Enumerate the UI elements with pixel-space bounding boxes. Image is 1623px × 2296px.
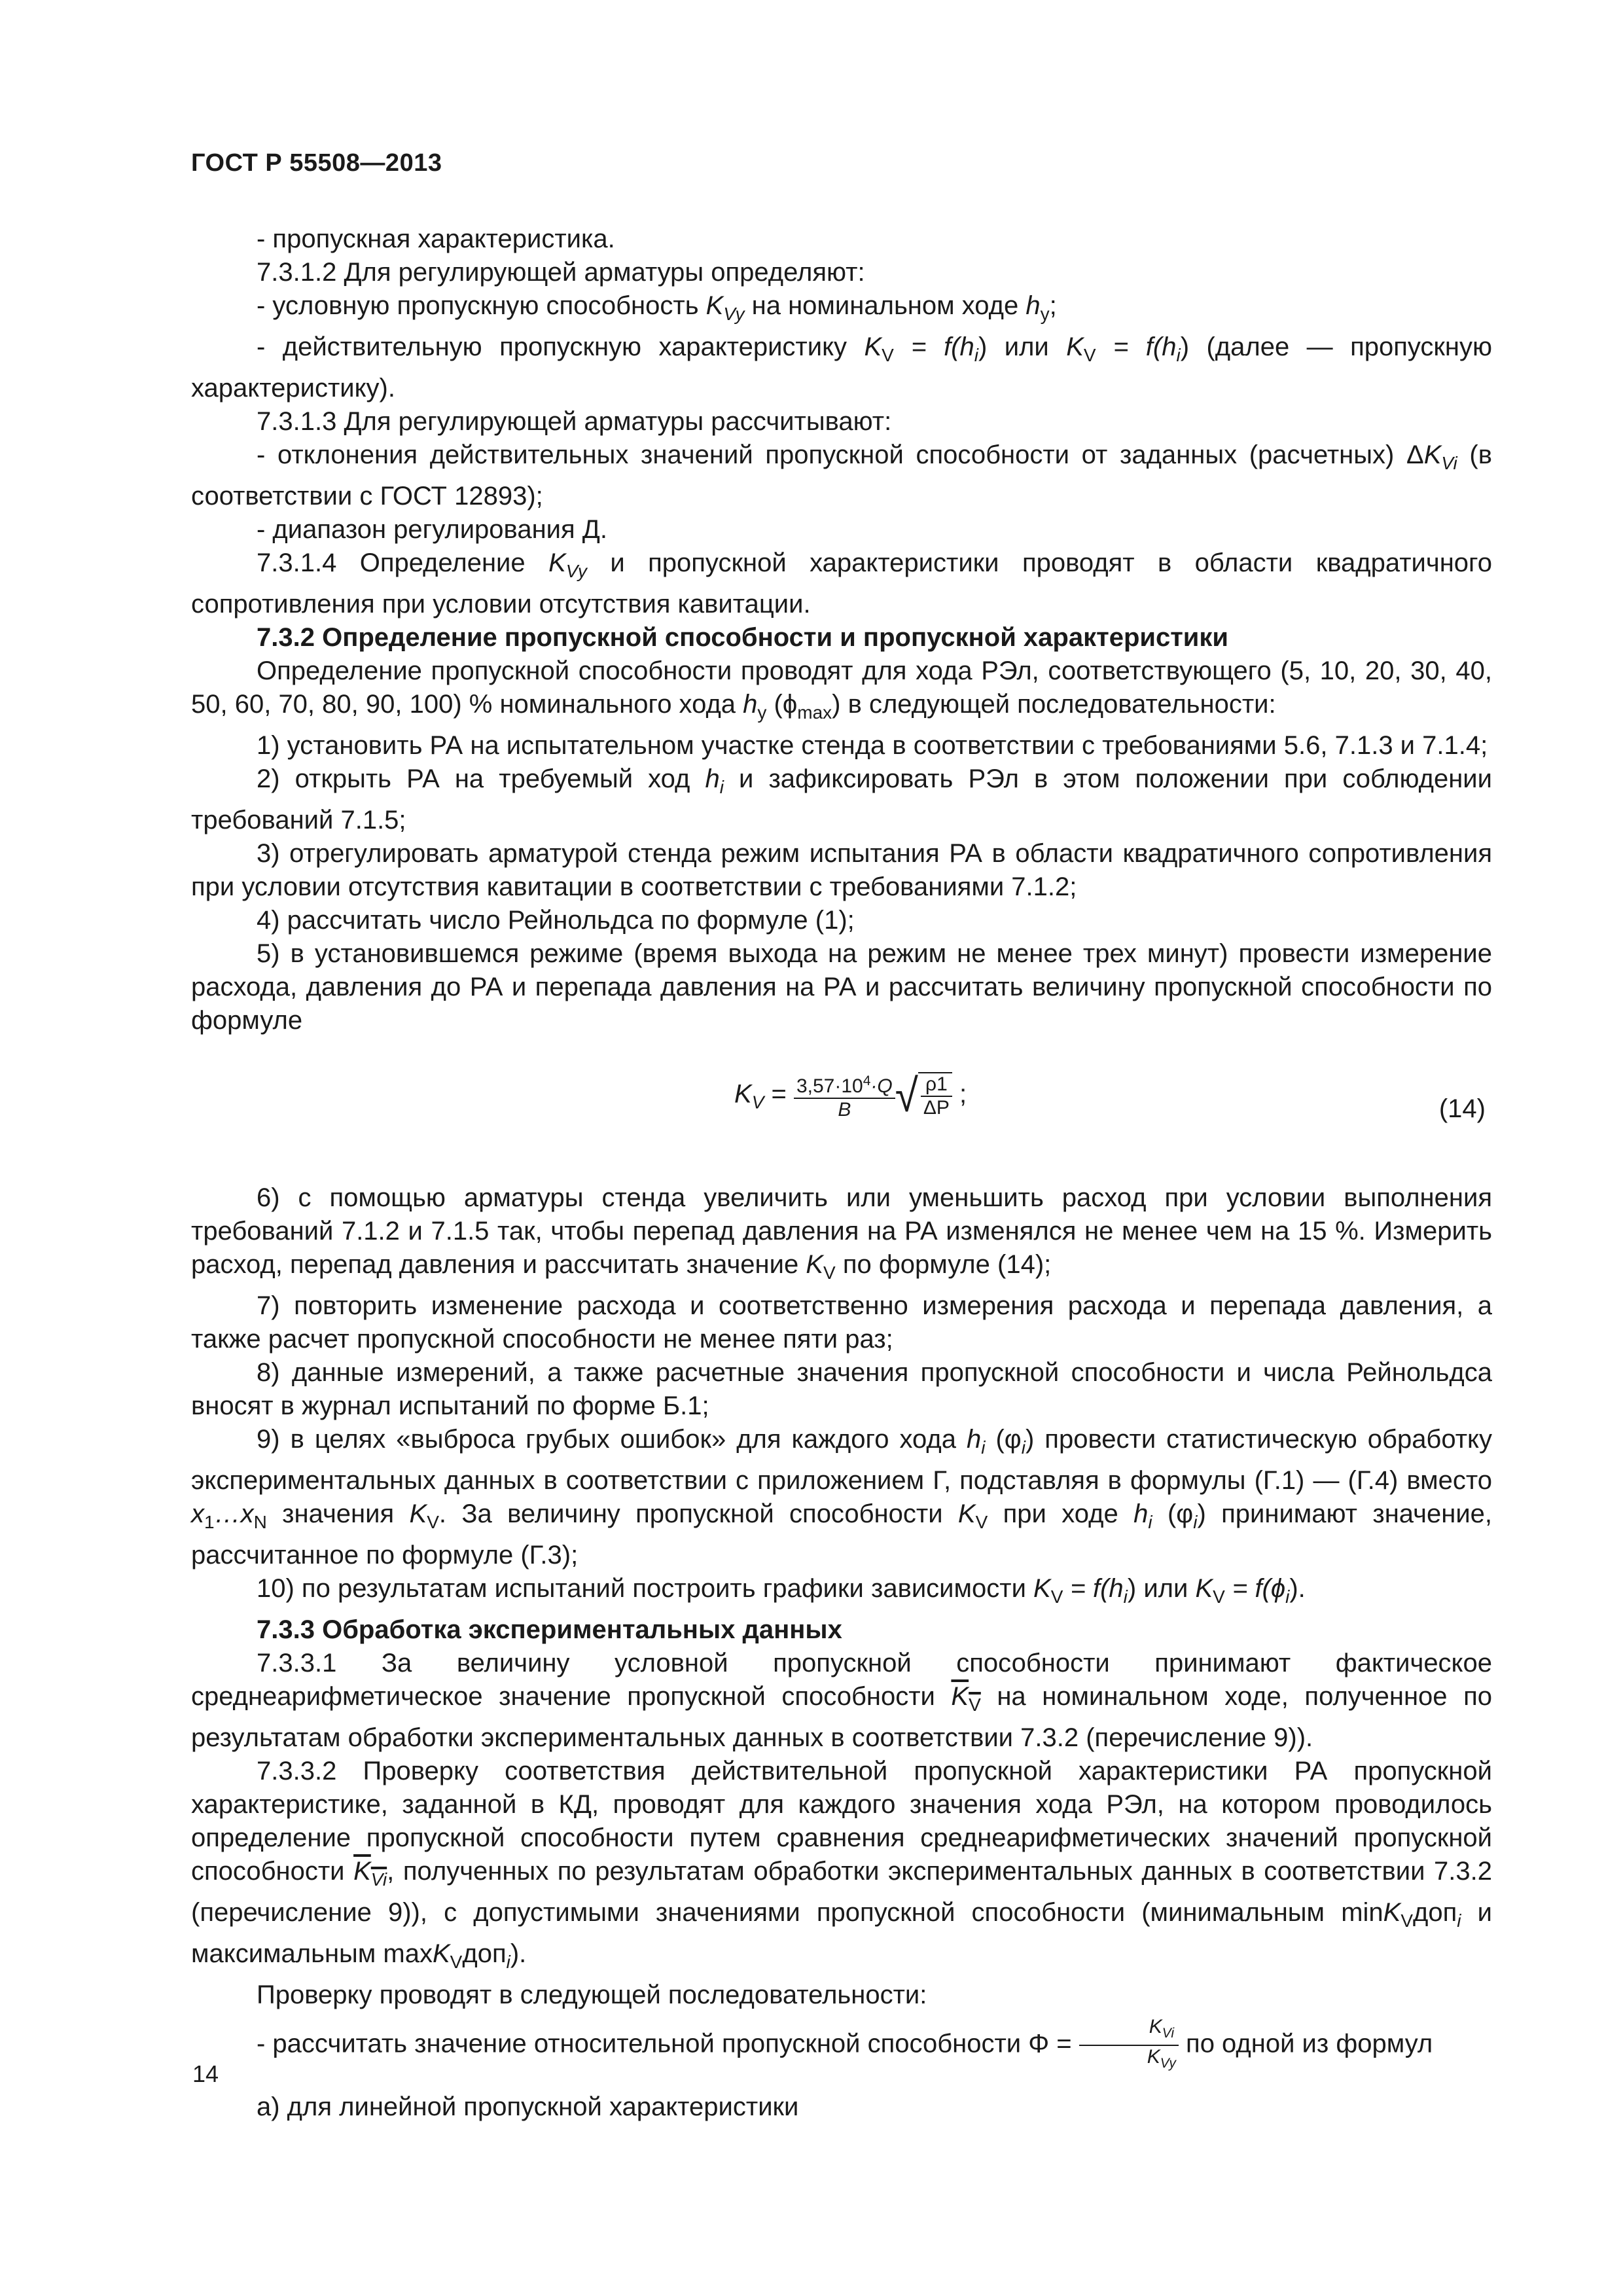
symbol-subscript: i [1021,1437,1026,1458]
symbol-subscript: Vi [370,1869,387,1890]
numerator-exponent: 4 [863,1073,871,1088]
symbol-K: K [1066,332,1084,361]
symbol-subscript: i [1457,1910,1461,1931]
formula-tail: ; [952,1079,967,1109]
text-span: = f(h [1063,1574,1124,1603]
formula-fraction [794,1070,895,1121]
list-item [191,1572,1492,1613]
text-span: а) для линейной пропускной характеристики [257,2092,799,2121]
text-span: 2) открыть РА на требуемый ход [257,764,705,793]
symbol-x: x [191,1499,204,1528]
text-span: доп [462,1939,507,1968]
symbol-h: h [705,764,720,793]
text-span: Определение пропускной способности проводят для хода РЭл, соответствующего (5, 10, 20, 30, 40, 50, 60, 70, 80, 90, 100) % номинального хода [191,656,1492,719]
text-span: - отклонения действительных значений пропускной способности от заданных (расчетных) Δ [257,440,1424,469]
symbol-subscript: V [1083,345,1096,365]
text-span: . За величину пропускной способности [438,1499,958,1528]
text-span: ) провести статистическую обработку экспериментальных данных в соответствии с приложением Г, подставляя в формулы (Г.1) — (Г.4) вместо [191,1425,1492,1495]
text-span: 6) с помощью арматуры стенда увеличить или уменьшить расход при условии выполнения требований 7.1.2 и 7.1.5 так, чтобы перепад давления на РА изменялся не менее чем на 15 %. Измерить расход, перепад давления и рассчитать значение [191,1183,1492,1279]
symbol-K: K [1033,1574,1051,1603]
paragraph [191,439,1492,513]
symbol-subscript: i [1148,1512,1152,1532]
symbol-h: h [1026,291,1041,320]
list-item [191,1356,1492,1423]
list-item [191,1423,1492,1572]
symbol-subscript: i [1285,1587,1290,1607]
symbol-subscript: V [427,1512,439,1532]
text-span: ) или [978,332,1067,361]
symbol-h: h [743,690,758,719]
text-span: - пропускная характеристика. [257,224,615,253]
numerator-text: 3,57·10 [796,1075,863,1097]
text-span: Проверку проводят в следующей последовательности: [257,1981,927,2009]
paragraph [191,331,1492,405]
phi-fraction [1079,2016,1179,2075]
text-span: 8) данные измерений, а также расчетные значения пропускной способности и числа Рейнольдса вносят в журнал испытаний по форме Б.1; [191,1358,1492,1420]
phi-denominator [1079,2046,1179,2075]
text-span: , полученных по результатам обработки экспериментальных данных в соответствии 7.3.2 (перечисление 9)), с допустимыми значениями пропускной способности (минимальным min [191,1857,1492,1927]
text-span: на номинальном ходе, полученное по результатам обработки экспериментальных данных в соответствии 7.3.2 (перечисление 9)). [191,1682,1492,1752]
symbol-subscript: i [719,777,724,797]
symbol-K: K [705,291,724,320]
paragraph [191,2016,1492,2075]
equation-number: (14) [1438,1094,1486,1123]
symbol-subscript: V [450,1952,463,1972]
paragraph [191,2090,1492,2124]
text-span: и максимальным max [191,1898,1492,1968]
text-span: ). [1289,1574,1306,1603]
text-span: (ϕ [766,690,798,719]
symbol-h: h [1133,1499,1149,1528]
list-item [191,729,1492,762]
paragraph [191,405,1492,439]
page-number: 14 [192,2060,219,2087]
symbol-subscript: V [1050,1587,1063,1607]
paragraph [191,655,1492,729]
text-span: значения [266,1499,410,1528]
text-span: ) принимают значение, рассчитанное по формуле (Г.3); [191,1499,1493,1570]
radicand-numerator: ρ1 [921,1073,952,1097]
symbol-subscript: Vy [565,561,587,581]
phi-numerator [1079,2016,1179,2046]
symbol-subscript: 1 [204,1512,215,1532]
symbol-subscript: V [823,1263,836,1283]
radicand-fraction [921,1073,952,1119]
symbol-K: K [1195,1574,1213,1603]
symbol-subscript: V [882,345,894,365]
symbol-subscript: max [797,702,832,723]
document-header: ГОСТ Р 55508—2013 [191,149,442,177]
symbol-subscript: Vi [1162,2026,1174,2041]
sqrt-radicand [918,1072,952,1119]
section-heading-7-3-3: 7.3.3 Обработка экспериментальных данных [257,1615,842,1644]
formula-lhs-subscript: V [751,1092,764,1113]
text-span: 4) рассчитать число Рейнольдса по формуле (1); [257,906,855,935]
text-span: 7.3.1.3 Для регулирующей арматуры рассчитывают: [257,407,892,436]
text-span: ; [1049,291,1057,320]
symbol-K: K [951,1682,969,1711]
symbol-subscript: i [506,1952,510,1972]
radicand-denominator: ΔP [923,1097,950,1119]
text-span: (в соответствии с ГОСТ 12893); [191,440,1492,511]
paragraph [191,1755,1492,1979]
symbol-K: K [957,1499,976,1528]
formula-sqrt [895,1069,952,1122]
symbol-K: K [432,1939,450,1968]
paragraph [191,1647,1492,1755]
fraction-numerator [794,1070,895,1099]
symbol-K: K [864,332,882,361]
text-span: ) в следующей последовательности: [832,690,1276,719]
symbol-K: K [409,1499,427,1528]
text-span: = f(h [893,332,974,361]
text-span: 7.3.1.4 Определение [257,548,549,577]
sqrt-sign-icon: √ [895,1069,918,1122]
list-item [191,937,1492,1037]
symbol-subscript: Vy [1160,2056,1176,2071]
symbol-subscript: N [253,1512,267,1532]
paragraph [191,1979,1492,2012]
symbol-subscript: i [1176,345,1181,365]
symbol-subscript: V [1400,1910,1414,1931]
symbol-x: …x [214,1499,254,1528]
formula-14 [191,1064,1492,1162]
symbol-subscript: i [974,345,978,365]
text-span: по формуле (14); [835,1250,1052,1279]
symbol-h: h [967,1425,982,1454]
overline-symbol [951,1682,981,1715]
text-span: доп [1413,1898,1457,1927]
text-span: 7.3.3.1 За величину условной пропускной способности принимают фактическое среднеарифметическое значение пропускной способности [191,1649,1492,1711]
symbol-K: K [1147,2046,1160,2068]
symbol-subscript: y [1040,304,1050,324]
symbol-subscript: Vi [1441,453,1457,473]
numerator-tail: ·Q [870,1075,893,1097]
formula-equals: = [764,1079,794,1109]
text-span: ). [510,1939,527,1968]
text-span: на номинальном ходе [744,291,1026,320]
symbol-K: K [806,1250,824,1279]
denominator-text: B [838,1099,851,1121]
paragraph [191,547,1492,621]
fraction-denominator [794,1099,895,1121]
symbol-subscript: V [975,1512,988,1532]
text-span: 1) установить РА на испытательном участке стенда в соответствии с требованиями 5.6, 7.1.3 и 7.1.4; [257,731,1488,760]
text-span: и зафиксировать РЭл в этом положении при соблюдении требований 7.1.5; [191,764,1492,834]
text-span: - рассчитать значение относительной пропускной способности Φ = [257,2029,1079,2058]
section-heading-7-3-2: 7.3.2 Определение пропускной способности и пропускной характеристики [257,623,1228,652]
text-span: = f(h [1096,332,1177,361]
text-span: - диапазон регулирования Д. [257,515,607,544]
symbol-subscript: Vy [723,304,745,324]
symbol-subscript: V [969,1695,981,1715]
text-span: (φ [1152,1499,1194,1528]
symbol-K: K [1423,440,1442,469]
text-span: 10) по результатам испытаний построить графики зависимости [257,1574,1034,1603]
document-body [191,223,1492,2124]
symbol-subscript: i [1123,1587,1128,1607]
text-span: - действительную пропускную характеристику [257,332,865,361]
text-span: 9) в целях «выброса грубых ошибок» для каждого хода [257,1425,967,1454]
overline-symbol [353,1857,387,1890]
symbol-subscript: V [1213,1587,1225,1607]
text-span: (φ [985,1425,1022,1454]
formula-body [734,1070,967,1121]
list-item [191,904,1492,937]
symbol-K: K [353,1857,371,1886]
list-item [191,837,1492,904]
text-span: ) (далее — пропускную характеристику). [191,332,1493,403]
paragraph [191,223,1492,256]
symbol-K: K [1149,2016,1162,2037]
paragraph [191,289,1492,331]
symbol-subscript: i [981,1437,986,1458]
text-span: 7.3.3.2 Проверку соответствия действительной пропускной характеристики РА пропускной характеристике, заданной в КД, проводят для каждого значения хода РЭл, на котором проводилось определение пропускной способности путем сравнения среднеарифметических значений пропускной способности [191,1757,1492,1886]
list-item [191,1181,1492,1289]
symbol-K: K [548,548,566,577]
paragraph [191,256,1492,289]
list-item [191,762,1492,837]
symbol-subscript: y [757,702,767,723]
text-span: 7.3.1.2 Для регулирующей арматуры определяют: [257,258,865,287]
symbol-subscript: i [1193,1512,1198,1532]
text-span: 5) в установившемся режиме (время выхода на режим не менее трех минут) провести измерение расхода, давления до РА и перепада давления на РА и рассчитать величину пропускной способности по формуле [191,939,1492,1035]
text-span: при ходе [988,1499,1134,1528]
list-item [191,1289,1492,1356]
text-span: 3) отрегулировать арматурой стенда режим испытания РА в области квадратичного сопротивления при условии отсутствия кавитации в соответствии с требованиями 7.1.2; [191,839,1492,901]
text-span: - условную пропускную способность [257,291,706,320]
formula-lhs: K [734,1079,752,1109]
text-span: 7) повторить изменение расхода и соответственно измерения расхода и перепада давления, а также расчет пропускной способности не менее пяти раз; [191,1291,1492,1354]
text-span: и пропускной характеристики проводят в области квадратичного сопротивления при условии отсутствия кавитации. [191,548,1492,619]
paragraph [191,513,1492,547]
text-span: ) или [1127,1574,1196,1603]
symbol-K: K [1383,1898,1401,1927]
text-span: по одной из формул [1178,2029,1433,2058]
text-span: = f(ϕ [1224,1574,1286,1603]
